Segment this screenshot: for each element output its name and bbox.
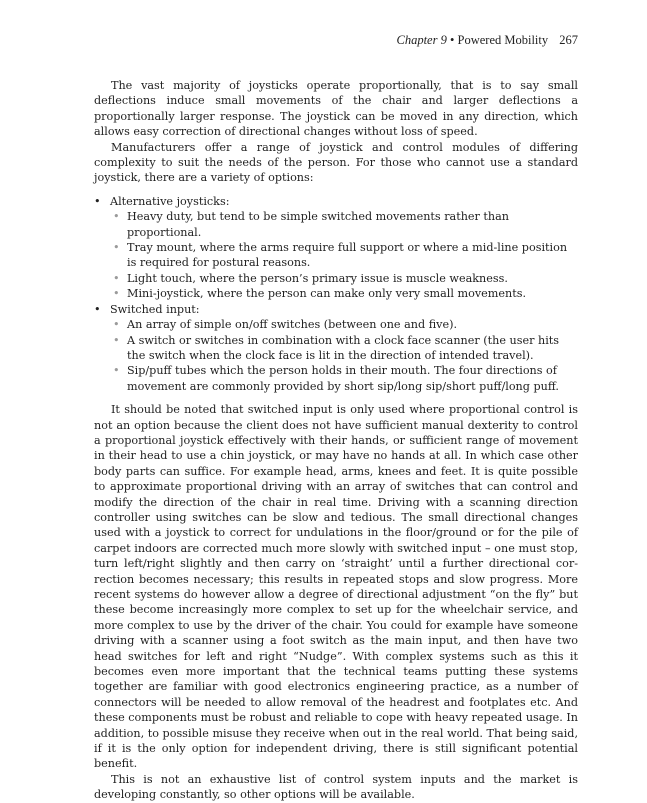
chapter-title: Powered Mobility: [457, 33, 549, 47]
paragraph-4: This is not an exhaustive list of control system inputs and the market is developing constantly, so other options will be available.: [94, 772, 578, 802]
sub-list-item: • Light touch, where the person’s primary issue is muscle weakness.: [110, 271, 578, 286]
list-item-label: Alternative joysticks:: [110, 194, 230, 208]
running-header: [397, 33, 579, 48]
sub-list-item: • Tray mount, where the arms require full support or where a mid-line position is required for postural reasons.: [110, 240, 578, 271]
sub-list-item: • An array of simple on/off switches (between one and five).: [110, 317, 578, 332]
sub-list: [110, 209, 578, 301]
list-item: [94, 302, 578, 394]
sub-list-item: • Mini-joystick, where the person can make only very small movements.: [110, 286, 578, 301]
sub-list-item: • Heavy duty, but tend to be simple switched movements rather than proportional.: [110, 209, 578, 240]
list-item-label: Switched input:: [110, 302, 200, 316]
page-number: 267: [559, 33, 578, 47]
sub-list-item: • A switch or switches in combination with a clock face scanner (the user hits the switch when the clock face is lit in the direction of intended travel).: [110, 333, 578, 364]
sub-list: [110, 317, 578, 394]
header-separator: •: [449, 33, 455, 47]
sub-list-item: • Sip/puff tubes which the person holds in their mouth. The four directions of movement are commonly provided by short sip/long sip/short puff/long puff.: [110, 363, 578, 394]
list-item: [94, 194, 578, 302]
options-list: [94, 194, 578, 394]
paragraph-3: It should be noted that switched input is only used where proportional control is not an option because the client does not have sufficient manual dexterity to control a proportional joystick effectively with their hands, or sufficient range of movement in their head to use a chin joystick, or may have no hands at all. In which case other body parts can suffice. For example head, arms, knees and feet. It is quite possible to approximate proportional driving with an array of switches that can control and modify the direction of the chair in real time. Driving with a scanning direction controller using switches can be slow and tedious. The small directional changes used with a joystick to correct for undulations in the floor/ground or for the pile of carpet indoors are corrected much more slowly with switched input – one must stop, turn left/right slightly and then carry on ‘straight’ until a further directional correction becomes necessary; this results in repeated stops and slow progress. More recent systems do however allow a degree of directional adjustment “on the fly” but these become increasingly more complex to set up for the wheelchair service, and more complex to use by the driver of the chair. You could for example have someone driving with a scanner using a foot switch as the main input, and then have two head switches for left and right “Nudge”. With complex systems such as this it becomes even more important that the technical teams putting these systems together are familiar with good electronics engineering practice, as a number of connectors will be needed to allow removal of the headrest and footplates etc. And these components must be robust and reliable to cope with heavy repeated usage. In addition, to possible misuse they receive when out in the real world. That being said, if it is the only option for independent driving, there is still significant potential benefit.: [94, 403, 578, 771]
chapter-label: Chapter 9: [396, 33, 447, 47]
body-text: [94, 78, 578, 803]
paragraph-1: The vast majority of joysticks operate proportionally, that is to say small deflections induce small movements of the chair and larger deflections a proportionally larger response. The joystick can be moved in any direction, which allows easy correction of directional changes without loss of speed.: [94, 79, 578, 139]
paragraph-2: Manufacturers offer a range of joystick and control modules of differing complexity to suit the needs of the person. For those who cannot use a standard joystick, there are a variety of options:: [94, 140, 578, 185]
